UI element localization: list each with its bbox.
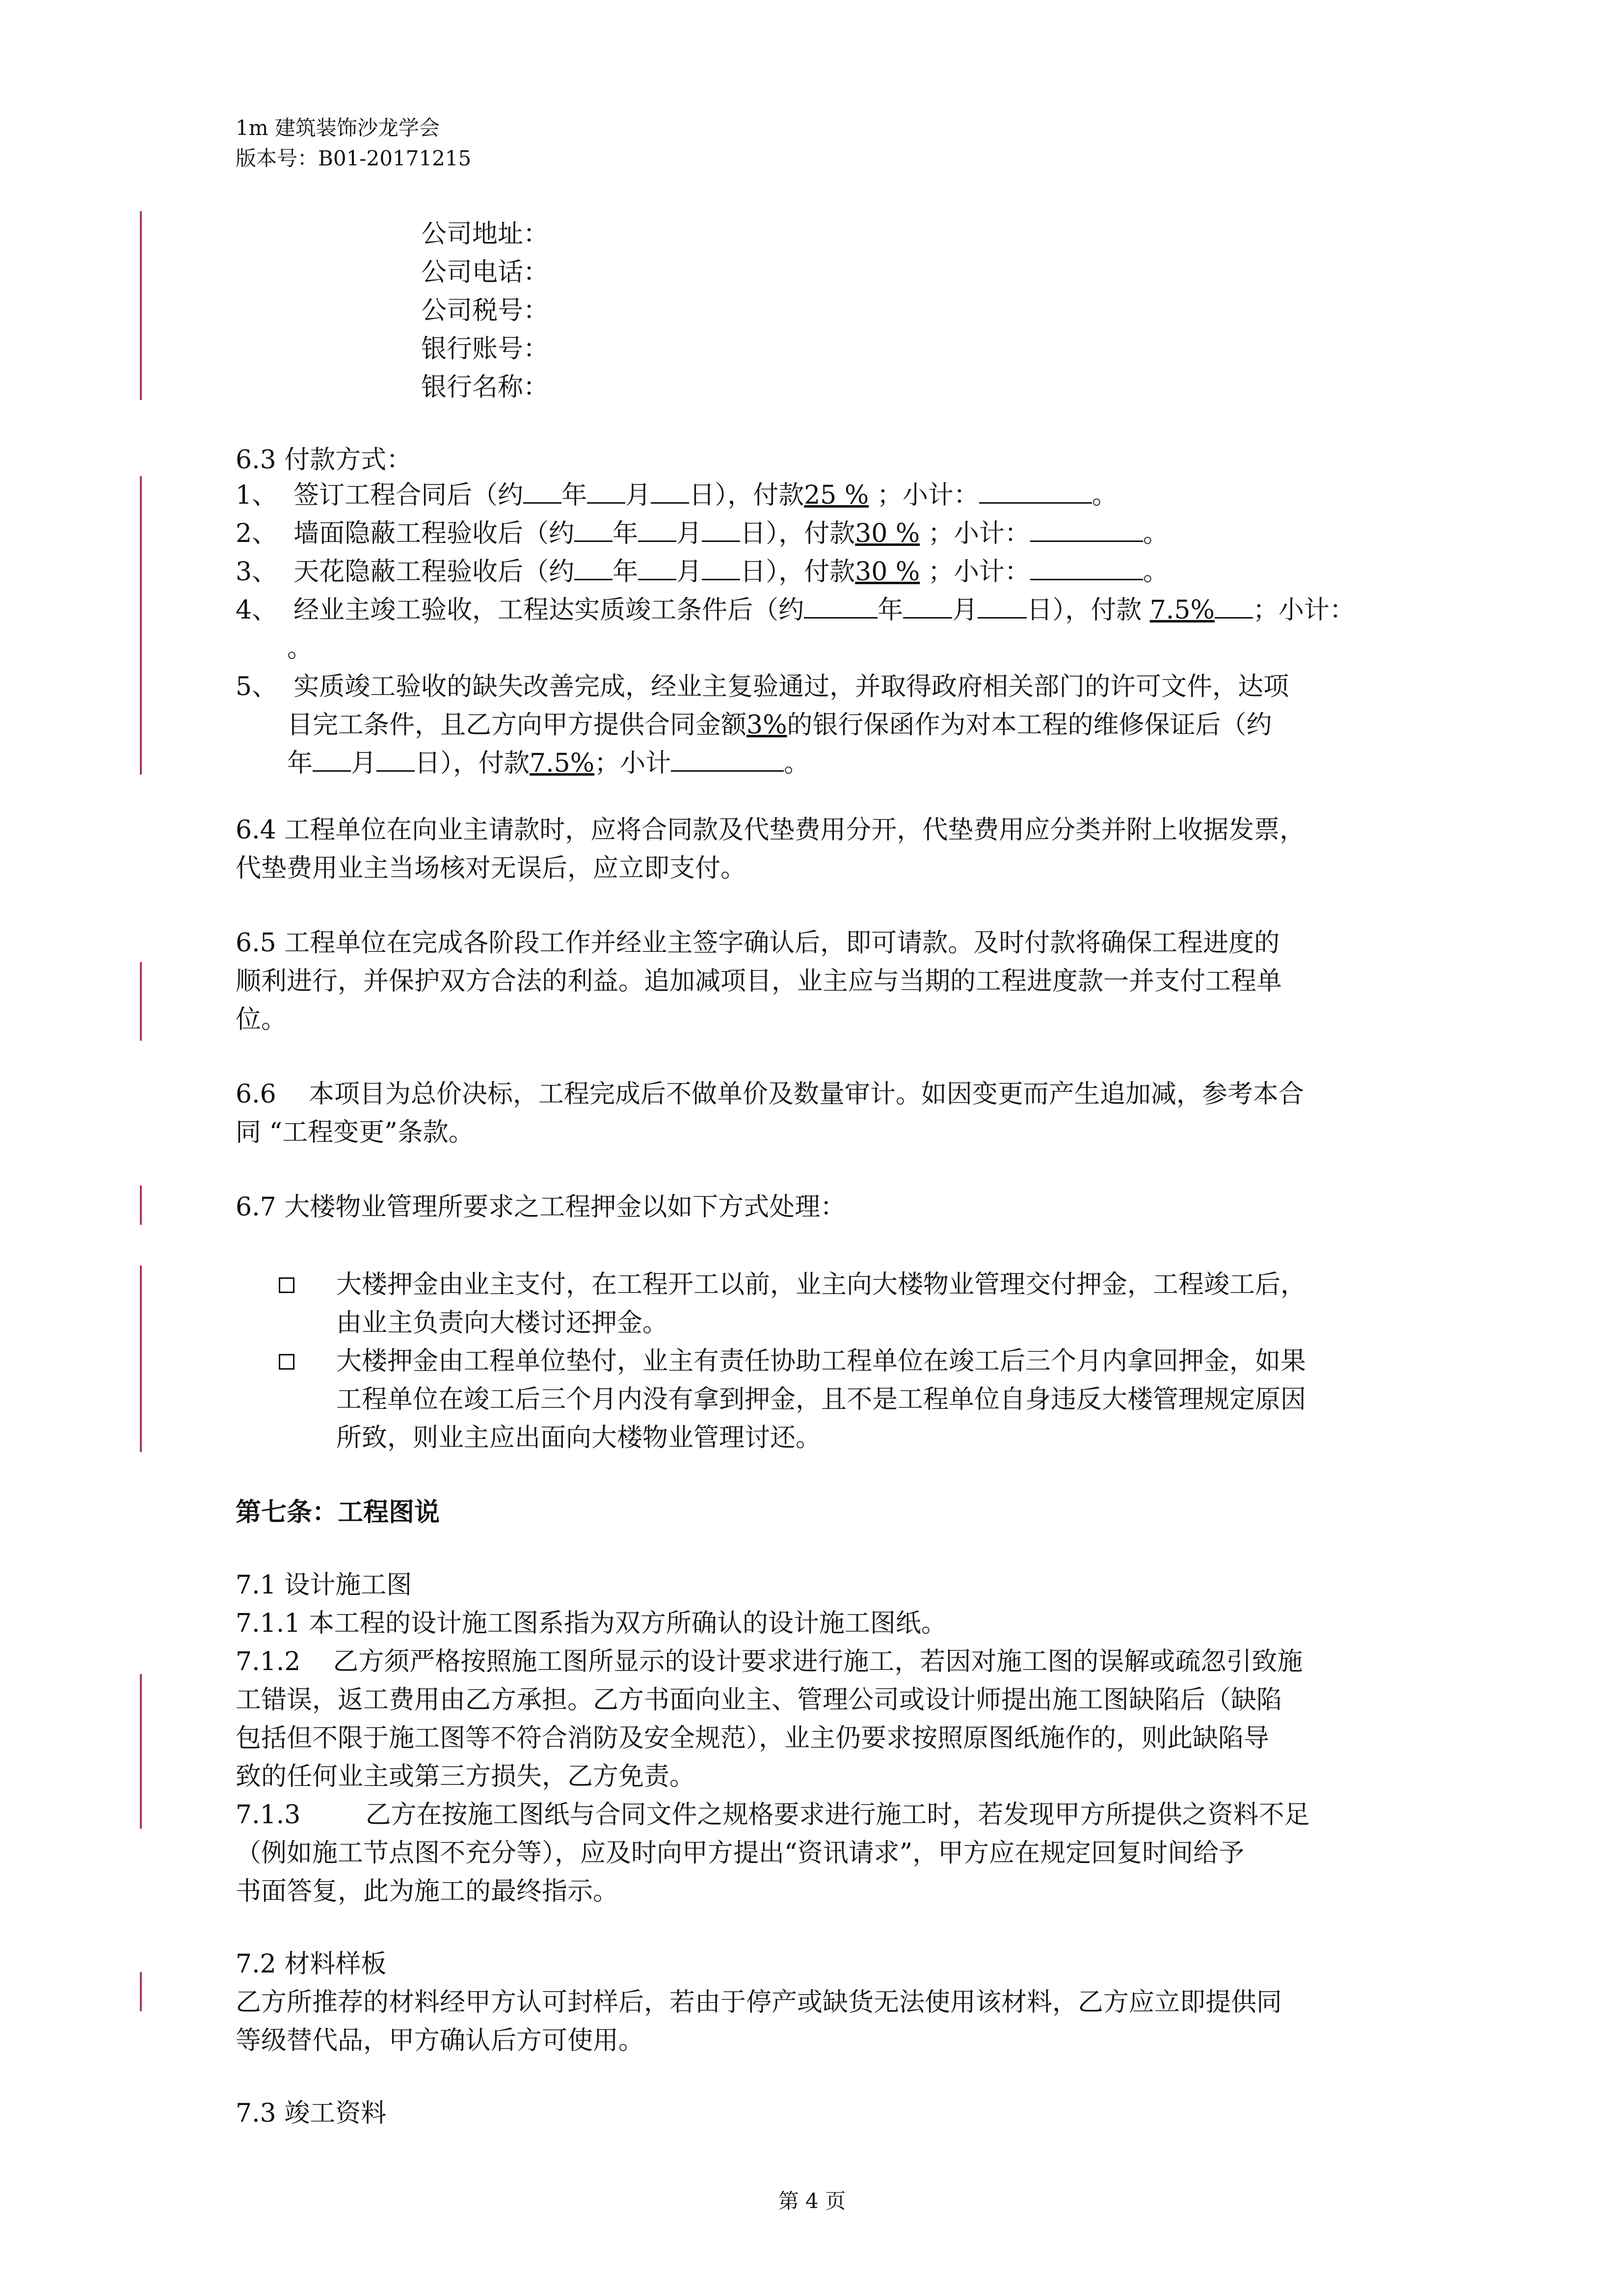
section-6-4-line1: 6.4 工程单位在向业主请款时，应将合同款及代垫费用分开，代垫费用应分类并附上收据发票，: [236, 815, 1305, 845]
company-address-label: 公司地址：: [421, 219, 549, 249]
item-number: 3、: [236, 557, 278, 587]
payment-item-1: 1、 签订工程合同后（约 年 月 日），付款25 % ；小计： 。: [236, 476, 1118, 514]
section-6-3-title: 6.3 付款方式：: [236, 445, 412, 475]
revision-bar: [140, 211, 142, 400]
payment-item-2: 2、 墙面隐蔽工程验收后（约 年 月 日），付款30 % ；小计： 。: [236, 514, 1169, 553]
option-2-line2: 工程单位在竣工后三个月内没有拿到押金，且不是工程单位自身违反大楼管理规定原因: [336, 1385, 1306, 1414]
checkbox-option-1[interactable]: [279, 1277, 294, 1293]
section-7-2-title: 7.2 材料样板: [236, 1949, 387, 1979]
section-7-1-2-line4: 致的任何业主或第三方损失，乙方免责。: [236, 1762, 695, 1791]
revision-bar: [140, 1674, 142, 1829]
company-phone-label: 公司电话：: [421, 258, 549, 287]
payment-percent: 30 %: [855, 557, 920, 587]
section-6-6-line2: 同 “工程变更”条款。: [236, 1118, 474, 1147]
item-number: 2、: [236, 519, 278, 548]
payment-item-5-line3: 年 月 日），付款7.5%；小计 。: [287, 744, 809, 783]
section-6-4-line2: 代垫费用业主当场核对无误后，应立即支付。: [236, 854, 746, 883]
payment-percent: 7.5%: [1149, 595, 1215, 625]
option-2-line1: 大楼押金由工程单位垫付，业主有责任协助工程单位在竣工后三个月内拿回押金，如果: [336, 1347, 1306, 1376]
payment-percent: 25 %: [804, 481, 869, 510]
company-tax-id-label: 公司税号：: [421, 296, 549, 325]
section-7-1-3-line3: 书面答复，此为施工的最终指示。: [236, 1877, 619, 1906]
revision-bar: [140, 476, 142, 775]
option-1-line2: 由业主负责向大楼讨还押金。: [336, 1308, 668, 1338]
revision-bar: [140, 1266, 142, 1452]
item-number: 4、: [236, 595, 278, 625]
payment-item-5-line2: 目完工条件，且乙方向甲方提供合同金额3%的银行保函作为对本工程的维修保证后（约: [287, 710, 1272, 740]
option-1-line1: 大楼押金由业主支付，在工程开工以前，业主向大楼物业管理交付押金，工程竣工后，: [336, 1270, 1306, 1299]
section-6-5-line2: 顺利进行，并保护双方合法的利益。追加减项目，业主应与当期的工程进度款一并支付工程单: [236, 967, 1282, 996]
payment-item-4: 4、 经业主竣工验收，工程达实质竣工条件后（约 年 月 日），付款 7.5% ；小计：: [236, 591, 1355, 629]
section-7-1-1: 7.1.1 本工程的设计施工图系指为双方所确认的设计施工图纸。: [236, 1609, 947, 1638]
payment-percent: 30 %: [855, 519, 920, 548]
section-7-2-line1: 乙方所推荐的材料经甲方认可封样后，若由于停产或缺货无法使用该材料，乙方应立即提供同: [236, 1988, 1282, 2017]
payment-item-5: 5、 实质竣工验收的缺失改善完成，经业主复验通过，并取得政府相关部门的许可文件，达项: [236, 672, 1289, 702]
revision-bar: [140, 1972, 142, 2011]
option-2-line3: 所致，则业主应出面向大楼物业管理讨还。: [336, 1423, 822, 1453]
section-7-1-title: 7.1 设计施工图: [236, 1570, 412, 1600]
section-7-1-2-line1: 7.1.2 乙方须严格按照施工图所显示的设计要求进行施工，若因对施工图的误解或疏忽引致施: [236, 1647, 1303, 1676]
bank-account-label: 银行账号：: [421, 334, 549, 364]
payment-percent: 7.5%: [530, 749, 595, 778]
header-org: 1m 建筑装饰沙龙学会: [236, 116, 440, 140]
section-7-3-title: 7.3 竣工资料: [236, 2099, 387, 2128]
section-6-6-line1: 6.6 本项目为总价决标，工程完成后不做单价及数量审计。如因变更而产生追加减，参考本合: [236, 1080, 1304, 1109]
section-7-1-3-line2: （例如施工节点图不充分等），应及时向甲方提出“资讯请求”，甲方应在规定回复时间给予: [236, 1838, 1245, 1868]
revision-bar: [140, 1186, 142, 1225]
section-6-7-title: 6.7 大楼物业管理所要求之工程押金以如下方式处理：: [236, 1192, 846, 1222]
checkbox-option-2[interactable]: [279, 1354, 294, 1370]
section-7-1-3-line1: 7.1.3 乙方在按施工图纸与合同文件之规格要求进行施工时，若发现甲方所提供之资料不足: [236, 1800, 1310, 1830]
bank-name-label: 银行名称：: [421, 373, 549, 402]
revision-bar: [140, 962, 142, 1041]
item-number: 1、: [236, 481, 278, 510]
section-7-1-2-line2: 工错误，返工费用由乙方承担。乙方书面向业主、管理公司或设计师提出施工图缺陷后（缺陷: [236, 1685, 1282, 1715]
section-6-5-line3: 位。: [236, 1005, 287, 1034]
payment-item-3: 3、 天花隐蔽工程验收后（约 年 月 日），付款30 % ；小计： 。: [236, 553, 1169, 591]
page-number: 第 4 页: [778, 2189, 846, 2213]
section-6-5-line1: 6.5 工程单位在完成各阶段工作并经业主签字确认后，即可请款。及时付款将确保工程进度的: [236, 928, 1280, 958]
section-7-1-2-line3: 包括但不限于施工图等不符合消防及安全规范），业主仍要求按照原图纸施作的，则此缺陷导: [236, 1724, 1270, 1753]
header-version: 版本号：B01-20171215: [236, 146, 472, 170]
guarantee-percent: 3%: [746, 710, 787, 740]
item-number: 5、: [236, 672, 278, 702]
article-7-title: 第七条：工程图说: [236, 1497, 440, 1527]
section-7-2-line2: 等级替代品，甲方确认后方可使用。: [236, 2026, 644, 2055]
payment-item-4-end: 。: [287, 634, 313, 663]
